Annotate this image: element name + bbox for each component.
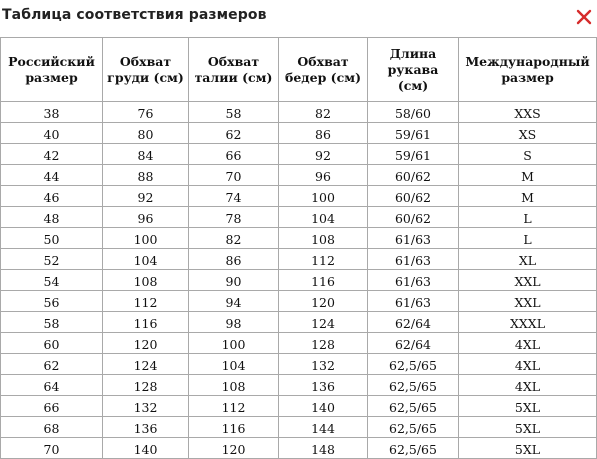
cell-russian-size: 54 — [1, 270, 103, 291]
table-row — [1, 375, 597, 396]
cell-international-size: XXS — [459, 102, 597, 123]
cell-sleeve-length: 59/61 — [368, 123, 459, 144]
cell-waist: 62 — [189, 123, 279, 144]
cell-chest: 80 — [103, 123, 189, 144]
cell-sleeve-length: 62,5/65 — [368, 396, 459, 417]
table-row — [1, 228, 597, 249]
cell-chest: 140 — [103, 438, 189, 459]
cell-waist: 70 — [189, 165, 279, 186]
cell-waist: 98 — [189, 312, 279, 333]
cell-international-size: XL — [459, 249, 597, 270]
cell-hips: 136 — [279, 375, 368, 396]
cell-hips: 108 — [279, 228, 368, 249]
cell-sleeve-length: 60/62 — [368, 165, 459, 186]
cell-russian-size: 56 — [1, 291, 103, 312]
cell-hips: 140 — [279, 396, 368, 417]
cell-waist: 100 — [189, 333, 279, 354]
cell-hips: 92 — [279, 144, 368, 165]
cell-international-size: L — [459, 207, 597, 228]
header-sleeve-length: Длина рукава (см) — [368, 38, 459, 102]
cell-russian-size: 68 — [1, 417, 103, 438]
cell-hips: 144 — [279, 417, 368, 438]
cell-sleeve-length: 60/62 — [368, 207, 459, 228]
table-header-row — [1, 38, 597, 102]
cell-russian-size: 46 — [1, 186, 103, 207]
cell-chest: 108 — [103, 270, 189, 291]
cell-sleeve-length: 61/63 — [368, 228, 459, 249]
cell-russian-size: 58 — [1, 312, 103, 333]
cell-russian-size: 64 — [1, 375, 103, 396]
header-waist: Обхват талии (см) — [189, 38, 279, 102]
cell-russian-size: 70 — [1, 438, 103, 459]
cell-russian-size: 48 — [1, 207, 103, 228]
cell-waist: 120 — [189, 438, 279, 459]
cell-waist: 94 — [189, 291, 279, 312]
table-row — [1, 144, 597, 165]
cell-international-size: L — [459, 228, 597, 249]
cell-chest: 124 — [103, 354, 189, 375]
cell-chest: 120 — [103, 333, 189, 354]
cell-international-size: M — [459, 165, 597, 186]
cell-hips: 116 — [279, 270, 368, 291]
cell-sleeve-length: 61/63 — [368, 270, 459, 291]
cell-russian-size: 50 — [1, 228, 103, 249]
cell-hips: 124 — [279, 312, 368, 333]
cell-chest: 104 — [103, 249, 189, 270]
size-table — [0, 37, 597, 459]
cell-sleeve-length: 62,5/65 — [368, 417, 459, 438]
cell-hips: 128 — [279, 333, 368, 354]
header-hips: Обхват бедер (см) — [279, 38, 368, 102]
cell-waist: 112 — [189, 396, 279, 417]
cell-international-size: XS — [459, 123, 597, 144]
cell-chest: 92 — [103, 186, 189, 207]
close-icon[interactable] — [573, 6, 595, 28]
cell-international-size: 5XL — [459, 417, 597, 438]
cell-sleeve-length: 62/64 — [368, 333, 459, 354]
cell-waist: 90 — [189, 270, 279, 291]
cell-waist: 104 — [189, 354, 279, 375]
table-row — [1, 333, 597, 354]
cell-hips: 100 — [279, 186, 368, 207]
table-row — [1, 186, 597, 207]
cell-russian-size: 40 — [1, 123, 103, 144]
cell-russian-size: 60 — [1, 333, 103, 354]
table-row — [1, 102, 597, 123]
table-body — [1, 102, 597, 459]
cell-hips: 112 — [279, 249, 368, 270]
cell-hips: 132 — [279, 354, 368, 375]
cell-sleeve-length: 61/63 — [368, 249, 459, 270]
cell-russian-size: 42 — [1, 144, 103, 165]
cell-sleeve-length: 59/61 — [368, 144, 459, 165]
cell-international-size: S — [459, 144, 597, 165]
cell-international-size: 4XL — [459, 354, 597, 375]
table-row — [1, 270, 597, 291]
cell-hips: 104 — [279, 207, 368, 228]
cell-waist: 116 — [189, 417, 279, 438]
cell-waist: 78 — [189, 207, 279, 228]
cell-chest: 116 — [103, 312, 189, 333]
cell-hips: 86 — [279, 123, 368, 144]
cell-international-size: XXXL — [459, 312, 597, 333]
table-row — [1, 354, 597, 375]
cell-chest: 100 — [103, 228, 189, 249]
header-international-size: Международный размер — [459, 38, 597, 102]
cell-waist: 74 — [189, 186, 279, 207]
cell-chest: 84 — [103, 144, 189, 165]
table-row — [1, 417, 597, 438]
cell-russian-size: 66 — [1, 396, 103, 417]
cell-hips: 120 — [279, 291, 368, 312]
cell-sleeve-length: 58/60 — [368, 102, 459, 123]
header-russian-size: Российский размер — [1, 38, 103, 102]
cell-chest: 88 — [103, 165, 189, 186]
cell-russian-size: 52 — [1, 249, 103, 270]
cell-waist: 82 — [189, 228, 279, 249]
cell-international-size: 4XL — [459, 375, 597, 396]
cell-sleeve-length: 60/62 — [368, 186, 459, 207]
cell-chest: 112 — [103, 291, 189, 312]
cell-international-size: XXL — [459, 291, 597, 312]
cell-chest: 132 — [103, 396, 189, 417]
cell-waist: 86 — [189, 249, 279, 270]
table-row — [1, 249, 597, 270]
table-row — [1, 207, 597, 228]
cell-chest: 76 — [103, 102, 189, 123]
cell-waist: 66 — [189, 144, 279, 165]
close-button[interactable] — [573, 6, 595, 28]
cell-chest: 96 — [103, 207, 189, 228]
cell-waist: 58 — [189, 102, 279, 123]
cell-sleeve-length: 62,5/65 — [368, 438, 459, 459]
cell-hips: 96 — [279, 165, 368, 186]
cell-sleeve-length: 62,5/65 — [368, 375, 459, 396]
cell-international-size: M — [459, 186, 597, 207]
cell-sleeve-length: 62/64 — [368, 312, 459, 333]
table-row — [1, 396, 597, 417]
cell-sleeve-length: 61/63 — [368, 291, 459, 312]
cell-hips: 148 — [279, 438, 368, 459]
cell-international-size: 5XL — [459, 438, 597, 459]
cell-sleeve-length: 62,5/65 — [368, 354, 459, 375]
cell-chest: 136 — [103, 417, 189, 438]
cell-waist: 108 — [189, 375, 279, 396]
cell-russian-size: 62 — [1, 354, 103, 375]
cell-russian-size: 44 — [1, 165, 103, 186]
dialog-title: Таблица соответствия размеров — [2, 7, 267, 23]
cell-international-size: XXL — [459, 270, 597, 291]
table-row — [1, 165, 597, 186]
header-chest: Обхват груди (см) — [103, 38, 189, 102]
table-row — [1, 312, 597, 333]
cell-international-size: 5XL — [459, 396, 597, 417]
cell-russian-size: 38 — [1, 102, 103, 123]
cell-chest: 128 — [103, 375, 189, 396]
table-row — [1, 123, 597, 144]
table-row — [1, 438, 597, 459]
cell-hips: 82 — [279, 102, 368, 123]
cell-international-size: 4XL — [459, 333, 597, 354]
table-row — [1, 291, 597, 312]
